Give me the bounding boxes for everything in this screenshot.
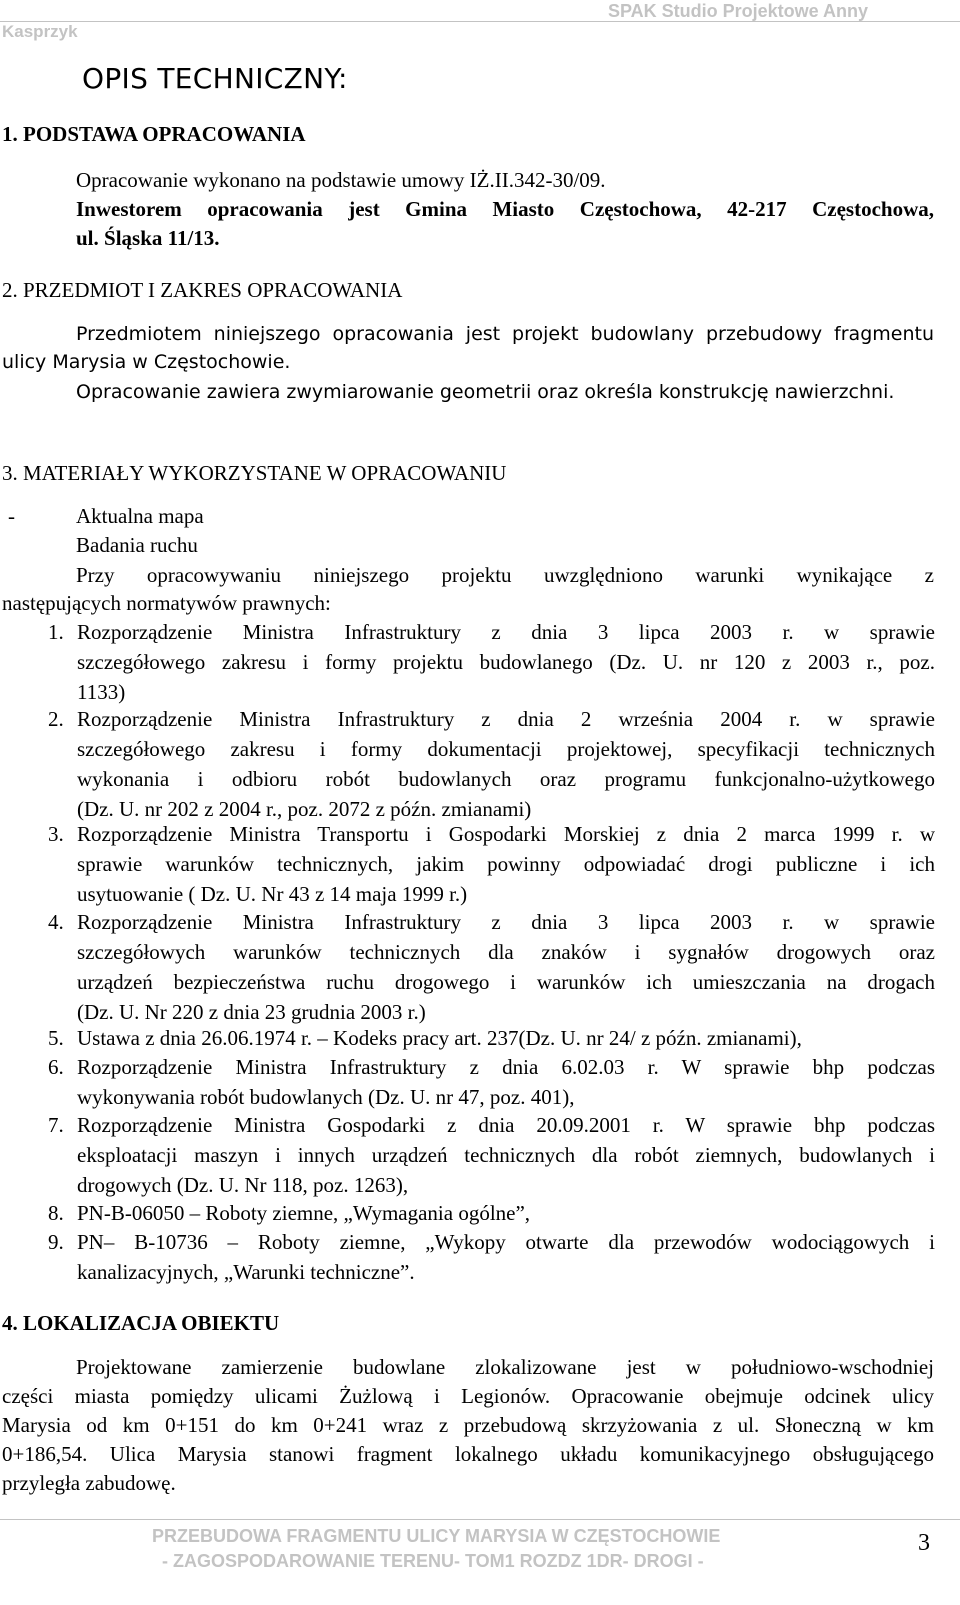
item-6-number: 6. xyxy=(48,1055,64,1079)
list-item xyxy=(77,1023,935,1053)
item-2-line-2: szczegółowego zakresu i formy dokumentacji projektowej, specyfikacji technicznych xyxy=(77,737,935,761)
item-9-line-1: PN– B-10736 – Roboty ziemne, „Wykopy otwarte dla przewodów wodociągowych i xyxy=(77,1230,935,1254)
section-2-heading: 2. PRZEDMIOT I ZAKRES OPRACOWANIA xyxy=(2,278,403,302)
item-4-line-4: (Dz. U. Nr 220 z dnia 23 grudnia 2003 r.) xyxy=(77,1000,426,1024)
item-7-line-3: drogowych (Dz. U. Nr 118, poz. 1263), xyxy=(77,1173,409,1197)
item-4-line-3: urządzeń bezpieczeństwa ruchu drogowego i warunków ich umieszczania na drogach xyxy=(77,970,935,994)
item-1-number: 1. xyxy=(48,620,64,644)
footer-line-1: PRZEBUDOWA FRAGMENTU ULICY MARYSIA W CZĘSTOCHOWIE xyxy=(152,1526,721,1546)
s4-line-5: przyległa zabudowę. xyxy=(2,1471,176,1495)
document-title: OPIS TECHNICZNY: xyxy=(82,62,348,95)
page-header xyxy=(0,0,960,46)
item-1-line-2: szczegółowego zakresu i formy projektu budowlanego (Dz. U. nr 120 z 2003 r., poz. xyxy=(77,650,935,674)
item-7-line-1: Rozporządzenie Ministra Gospodarki z dnia 20.09.2001 r. W sprawie bhp podczas xyxy=(77,1113,935,1137)
bullet-2: Badania ruchu xyxy=(76,533,198,557)
section-3-heading: 3. MATERIAŁY WYKORZYSTANE W OPRACOWANIU xyxy=(2,461,507,485)
item-6-line-2: wykonywania robót budowlanych (Dz. U. nr 47, poz. 401), xyxy=(77,1085,575,1109)
item-9-number: 9. xyxy=(48,1230,64,1254)
list-item xyxy=(77,1052,935,1112)
item-9-line-2: kanalizacyjnych, „Warunki techniczne”. xyxy=(77,1260,415,1284)
item-4-line-2: szczegółowych warunków technicznych dla znaków i sygnałów drogowych oraz xyxy=(77,940,935,964)
item-8-line-1: PN-B-06050 – Roboty ziemne, „Wymagania ogólne”, xyxy=(77,1201,531,1225)
item-3-line-1: Rozporządzenie Ministra Transportu i Gospodarki Morskiej z dnia 2 marca 1999 r. w xyxy=(77,822,935,846)
item-3-number: 3. xyxy=(48,822,64,846)
item-6-line-1: Rozporządzenie Ministra Infrastruktury z dnia 6.02.03 r. W sprawie bhp podczas xyxy=(77,1055,935,1079)
s1-line-1: Opracowanie wykonano na podstawie umowy IŻ.II.342-30/09. xyxy=(76,168,606,192)
item-7-number: 7. xyxy=(48,1113,64,1137)
item-4-line-1: Rozporządzenie Ministra Infrastruktury z dnia 3 lipca 2003 r. w sprawie xyxy=(77,910,935,934)
item-2-line-1: Rozporządzenie Ministra Infrastruktury z dnia 2 września 2004 r. w sprawie xyxy=(77,707,935,731)
list-item xyxy=(77,1198,935,1228)
item-2-line-3: wykonania i odbioru robót budowlanych oraz programu funkcjonalno-użytkowego xyxy=(77,767,935,791)
footer-line-2: - ZAGOSPODAROWANIE TERENU- TOM1 ROZDZ 1DR- DROGI - xyxy=(162,1551,704,1571)
list-item xyxy=(77,907,935,1027)
list-item xyxy=(77,1227,935,1287)
header-right: SPAK Studio Projektowe Anny xyxy=(607,1,868,21)
bullet-dash: - xyxy=(8,504,15,528)
list-item xyxy=(77,617,935,707)
item-1-line-1: Rozporządzenie Ministra Infrastruktury z dnia 3 lipca 2003 r. w sprawie xyxy=(77,620,935,644)
s4-line-4: 0+186,54. Ulica Marysia stanowi fragment lokalnego układu komunikacyjnego obsługującego xyxy=(2,1442,934,1466)
item-3-line-3: usytuowanie ( Dz. U. Nr 43 z 14 maja 1999 r.) xyxy=(77,882,468,906)
section-1-heading: 1. PODSTAWA OPRACOWANIA xyxy=(2,122,306,146)
list-item xyxy=(77,704,935,824)
item-5-number: 5. xyxy=(48,1026,64,1050)
item-5-line-1: Ustawa z dnia 26.06.1974 r. – Kodeks pracy art. 237(Dz. U. nr 24/ z późn. zmianami), xyxy=(77,1026,802,1050)
s2-line-3: Opracowanie zawiera zwymiarowanie geometrii oraz określa konstrukcję nawierzchni. xyxy=(76,381,895,403)
item-4-number: 4. xyxy=(48,910,64,934)
s4-line-2: części miasta pomiędzy ulicami Żużlową i Legionów. Opracowanie obejmuje odcinek ulicy xyxy=(2,1384,934,1408)
list-item xyxy=(77,819,935,909)
header-left: Kasprzyk xyxy=(2,22,78,41)
item-2-number: 2. xyxy=(48,707,64,731)
item-2-line-4: (Dz. U. nr 202 z 2004 r., poz. 2072 z późn. zmianami) xyxy=(77,797,532,821)
footer-divider xyxy=(0,1519,960,1520)
page-number: 3 xyxy=(918,1530,930,1556)
item-3-line-2: sprawie warunków technicznych, jakim powinny odpowiadać drogi publiczne i ich xyxy=(77,852,935,876)
item-8-number: 8. xyxy=(48,1201,64,1225)
s4-line-1: Projektowane zamierzenie budowlane zlokalizowane jest w południowo-wschodniej xyxy=(76,1355,934,1379)
s2-line-2: ulicy Marysia w Częstochowie. xyxy=(2,351,291,373)
section-4-heading: 4. LOKALIZACJA OBIEKTU xyxy=(2,1311,280,1335)
list-item xyxy=(77,1110,935,1200)
s1-line-2: Inwestorem opracowania jest Gmina Miasto Częstochowa, 42-217 Częstochowa, xyxy=(76,197,934,221)
s2-line-1: Przedmiotem niniejszego opracowania jest projekt budowlany przebudowy fragmentu xyxy=(76,323,934,345)
item-1-line-3: 1133) xyxy=(77,680,126,704)
bullet-1: Aktualna mapa xyxy=(76,504,204,528)
s3-intro-2: następujących normatywów prawnych: xyxy=(2,591,331,615)
s4-line-3: Marysia od km 0+151 do km 0+241 wraz z przebudową skrzyżowania z ul. Słoneczną w km xyxy=(2,1413,934,1437)
s3-intro-1: Przy opracowywaniu niniejszego projektu uwzględniono warunki wynikające z xyxy=(76,563,934,587)
s1-line-3: ul. Śląska 11/13. xyxy=(76,226,220,250)
item-7-line-2: eksploatacji maszyn i innych urządzeń technicznych dla robót ziemnych, budowlanych i xyxy=(77,1143,935,1167)
